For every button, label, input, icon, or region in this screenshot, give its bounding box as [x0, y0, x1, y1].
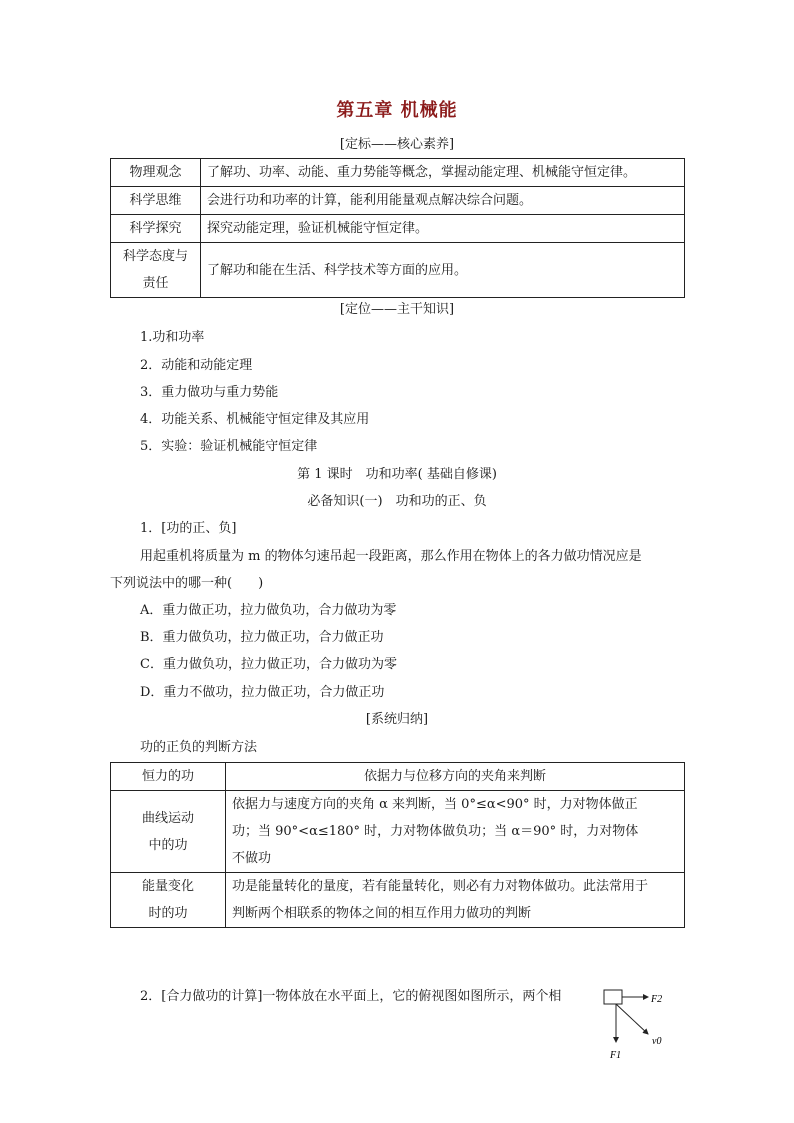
f2-label: F2: [651, 994, 663, 1005]
label-line-1: 曲线运动: [141, 810, 194, 826]
table-row: [111, 791, 685, 873]
v0-arrow: [616, 1004, 648, 1034]
option-a: A．重力做正功，拉力做负功，合力做功为零: [140, 603, 397, 618]
knowledge-item: 3．重力做功与重力势能: [140, 385, 279, 400]
summary-intro: 功的正负的判断方法: [140, 740, 258, 755]
object-box: [604, 990, 622, 1004]
text-line: 不做功: [232, 851, 272, 866]
knowledge-item: 2．动能和动能定理: [140, 358, 253, 373]
table-cell-text: 探究动能定理，验证机械能守恒定律。: [201, 215, 685, 243]
label-line-1: 科学态度与: [122, 249, 188, 264]
summary-heading: [系统归纳]: [365, 712, 429, 727]
table-cell-text: [226, 873, 685, 928]
text-line: 依据力与速度方向的夹角 α 来判断，当 0°≤α<90° 时，力对物体做正: [232, 797, 638, 812]
question-1-stem-line: 用起重机将质量为 m 的物体匀速吊起一段距离，那么作用在物体上的各力做功情况应是: [140, 549, 642, 564]
table-cell-label: 物理观念: [111, 159, 201, 187]
knowledge-item: 5．实验：验证机械能守恒定律: [140, 439, 318, 454]
knowledge-item: 4．功能关系、机械能守恒定律及其应用: [140, 412, 370, 427]
table-cell-label: [111, 243, 201, 298]
question-1-label: 1．[功的正、负]: [140, 521, 237, 536]
section-core-heading: [定标——核心素养]: [339, 137, 455, 152]
table-row: [111, 243, 685, 298]
option-d: D．重力不做功，拉力做正功，合力做正功: [140, 685, 385, 700]
v0-label: v0: [652, 1036, 662, 1047]
table-cell-text: 了解功、功率、动能、重力势能等概念，掌握动能定理、机械能守恒定律。: [201, 159, 685, 187]
core-literacy-table: [110, 158, 685, 298]
table-cell-text: 依据力与位移方向的夹角来判断: [226, 763, 685, 791]
table-cell-label: [111, 791, 226, 873]
question-2-text: 2．[合力做功的计算]一物体放在水平面上，它的俯视图如图所示，两个相: [140, 989, 562, 1004]
table-row: [111, 763, 685, 791]
chapter-title: 第五章 机械能: [336, 100, 458, 121]
table-cell-text: [226, 791, 685, 873]
f1-label: F1: [610, 1050, 622, 1061]
table-cell-label: [111, 873, 226, 928]
option-b: B．重力做负功，拉力做正功，合力做正功: [140, 630, 384, 645]
option-c: C．重力做负功，拉力做正功，合力做功为零: [140, 657, 397, 672]
table-cell-label: 科学思维: [111, 187, 201, 215]
text-line: 功；当 90°<α≤180° 时，力对物体做负功；当 α＝90° 时，力对物体: [232, 824, 639, 839]
question-1-stem-line: 下列说法中的哪一种( ): [110, 576, 264, 591]
table-cell-label: 恒力的功: [111, 763, 226, 791]
label-line-2: 中的功: [148, 837, 188, 853]
table-row: [111, 159, 685, 187]
knowledge-item: 1.功和功率: [140, 330, 205, 345]
subsection-title: 必备知识(一) 功和功的正、负: [307, 494, 487, 509]
text-line: 判断两个相联系的物体之间的相互作用力做功的判断: [232, 906, 532, 921]
lesson-title: 第 1 课时 功和功率( 基础自修课): [297, 467, 497, 482]
label-line-2: 责任: [142, 276, 169, 291]
label-line-2: 时的功: [148, 906, 188, 921]
section-knowledge-heading: [定位——主干知识]: [339, 302, 455, 317]
table-row: [111, 187, 685, 215]
label-line-1: 能量变化: [141, 879, 194, 894]
table-row: [111, 873, 685, 928]
table-cell-text: 了解功和能在生活、科学技术等方面的应用。: [201, 243, 685, 298]
table-row: [111, 215, 685, 243]
table-cell-label: 科学探究: [111, 215, 201, 243]
table-cell-text: 会进行功和功率的计算，能利用能量观点解决综合问题。: [201, 187, 685, 215]
force-diagram: [598, 986, 688, 1076]
text-line: 功是能量转化的量度，若有能量转化，则必有力对物体做功。此法常用于: [232, 879, 649, 894]
method-table: [110, 762, 685, 928]
